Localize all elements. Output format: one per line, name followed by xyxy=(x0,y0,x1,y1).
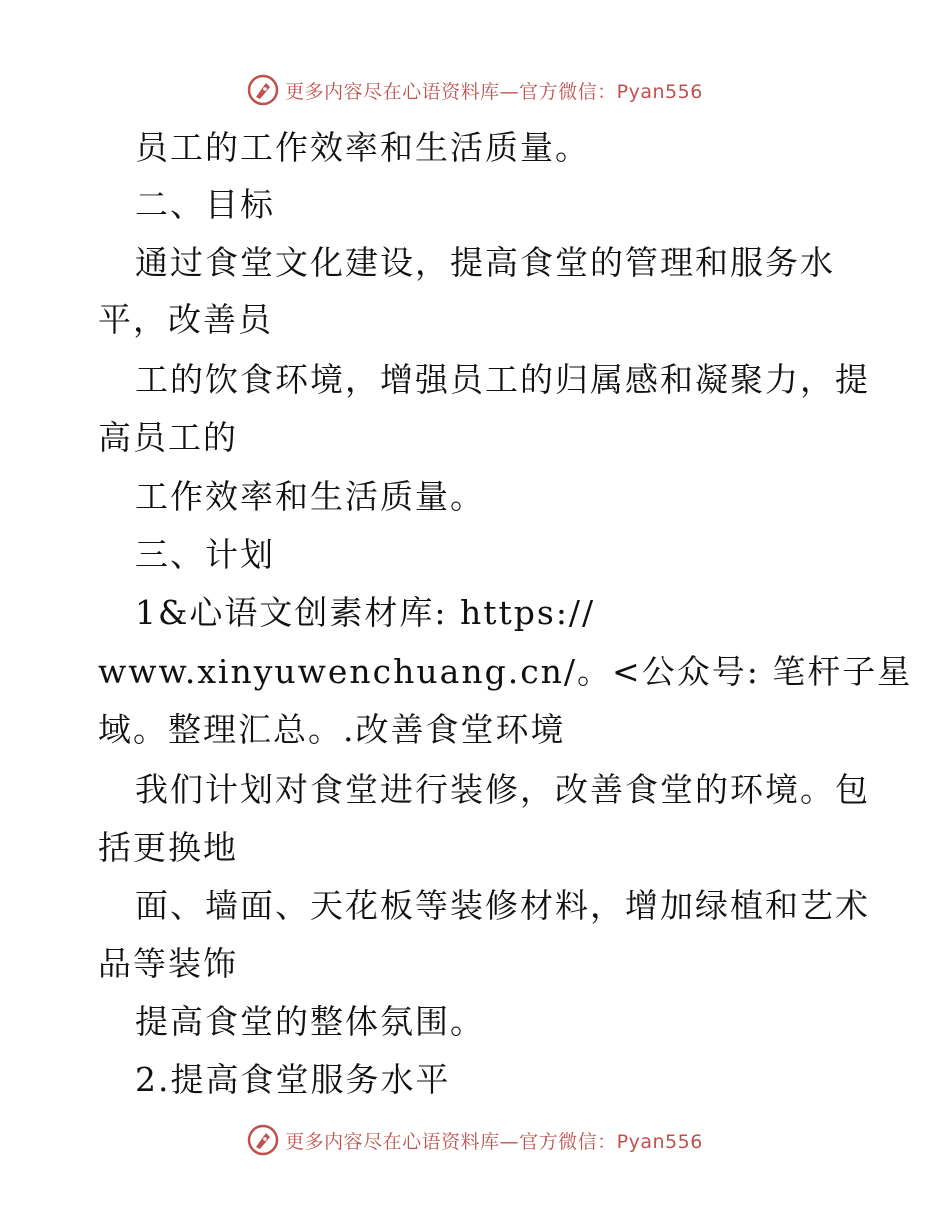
text-line: 1&心语文创素材库: https:// xyxy=(135,593,596,632)
pen-nib-logo-icon xyxy=(247,74,279,106)
text-line: 高员工的 xyxy=(98,418,238,457)
footer-text: 更多内容尽在心语资料库—官方微信：Pyan556 xyxy=(285,1130,703,1153)
text-line: 提高食堂的整体氛围。 xyxy=(135,1002,485,1041)
footer-banner xyxy=(0,1120,950,1160)
text-line: 括更换地 xyxy=(98,828,238,867)
header-banner xyxy=(0,70,950,110)
text-line: www.xinyuwenchuang.cn/。<公众号: 笔杆子星 xyxy=(98,652,913,691)
header-text: 更多内容尽在心语资料库—官方微信：Pyan556 xyxy=(285,80,703,103)
pen-nib-logo-icon xyxy=(247,1124,279,1156)
text-line: 我们计划对食堂进行装修，改善食堂的环境。包 xyxy=(135,770,870,809)
section-heading-plan: 三、计划 xyxy=(135,535,275,574)
text-line: 工的饮食环境，增强员工的归属感和凝聚力，提 xyxy=(135,360,870,399)
text-line: 平，改善员 xyxy=(98,300,273,339)
text-line: 员工的工作效率和生活质量。 xyxy=(135,128,590,167)
section-heading-goal: 二、目标 xyxy=(135,185,275,224)
text-line: 2.提高食堂服务水平 xyxy=(135,1060,451,1099)
text-line: 域。整理汇总。.改善食堂环境 xyxy=(98,710,566,749)
text-line: 工作效率和生活质量。 xyxy=(135,477,485,516)
text-line: 通过食堂文化建设，提高食堂的管理和服务水 xyxy=(135,243,835,282)
text-line: 面、墙面、天花板等装修材料，增加绿植和艺术 xyxy=(135,886,870,925)
text-line: 品等装饰 xyxy=(98,944,238,983)
